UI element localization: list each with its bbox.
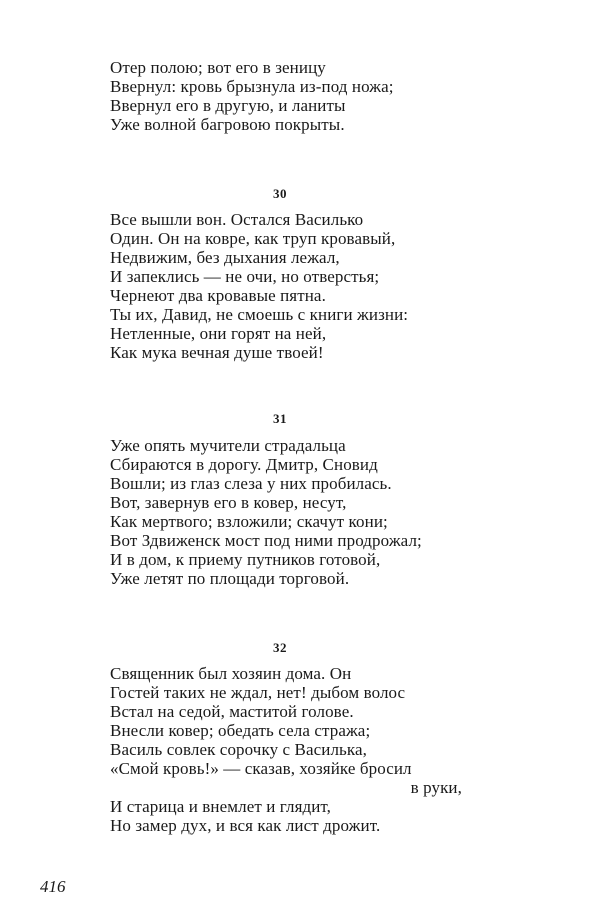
stanza-32 — [110, 664, 462, 835]
page-number: 416 — [40, 877, 66, 896]
poem-line: И запеклись — не очи, но отверстья; — [110, 267, 380, 286]
poem-line: Уже летят по площади торговой. — [110, 569, 350, 588]
poem-line: Вот, завернув его в ковер, несут, — [110, 493, 347, 512]
poem-line: Как мертвого; взложили; скачут кони; — [110, 512, 388, 531]
poem-line: Но замер дух, и вся как лист дрожит. — [110, 816, 381, 835]
poem-line: Как мука вечная душе твоей! — [110, 343, 324, 362]
stanza-number-32: 32 — [273, 640, 287, 655]
poem-line: Чернеют два кровавые пятна. — [110, 286, 326, 305]
poem-line: Все вышли вон. Остался Василько — [110, 210, 364, 229]
poem-line: Ввернул его в другую, и ланиты — [110, 96, 346, 115]
poem-line: Василь совлек сорочку с Василька, — [110, 740, 367, 759]
stanza-31 — [110, 436, 422, 588]
poem-line: Вот Здвиженск мост под ними продрожал; — [110, 531, 422, 550]
poem-line: Встал на седой, маститой голове. — [110, 702, 354, 721]
poem-line-overflow: в руки, — [410, 778, 462, 797]
poem-line: Священник был хозяин дома. Он — [110, 664, 352, 683]
poem-line: Недвижим, без дыхания лежал, — [110, 248, 340, 267]
poem-line: Внесли ковер; обедать села стража; — [110, 721, 371, 740]
poem-line: И старица и внемлет и глядит, — [110, 797, 332, 816]
poem-line: Уже волной багровою покрыты. — [110, 115, 345, 134]
stanza-number-31: 31 — [273, 411, 287, 426]
poem-line: Ввернул: кровь брызнула из-под ножа; — [110, 77, 394, 96]
stanza-intro — [110, 58, 394, 134]
poem-line: Ты их, Давид, не смоешь с книги жизни: — [110, 305, 409, 324]
stanza-30 — [110, 210, 408, 362]
poem-line: Уже опять мучители страдальца — [110, 436, 346, 455]
poem-line: Один. Он на ковре, как труп кровавый, — [110, 229, 396, 248]
poem-line: Гостей таких не ждал, нет! дыбом волос — [110, 683, 406, 702]
stanza-number-30: 30 — [273, 186, 287, 201]
poem-line: Вошли; из глаз слеза у них пробилась. — [110, 474, 392, 493]
poem-line: Нетленные, они горят на ней, — [110, 324, 327, 343]
poem-line: И в дом, к приему путников готовой, — [110, 550, 381, 569]
poem-line: «Смой кровь!» — сказав, хозяйке бросил — [110, 759, 412, 778]
poem-line: Сбираются в дорогу. Дмитр, Сновид — [110, 455, 378, 474]
poem-line: Отер полою; вот его в зеницу — [110, 58, 326, 77]
